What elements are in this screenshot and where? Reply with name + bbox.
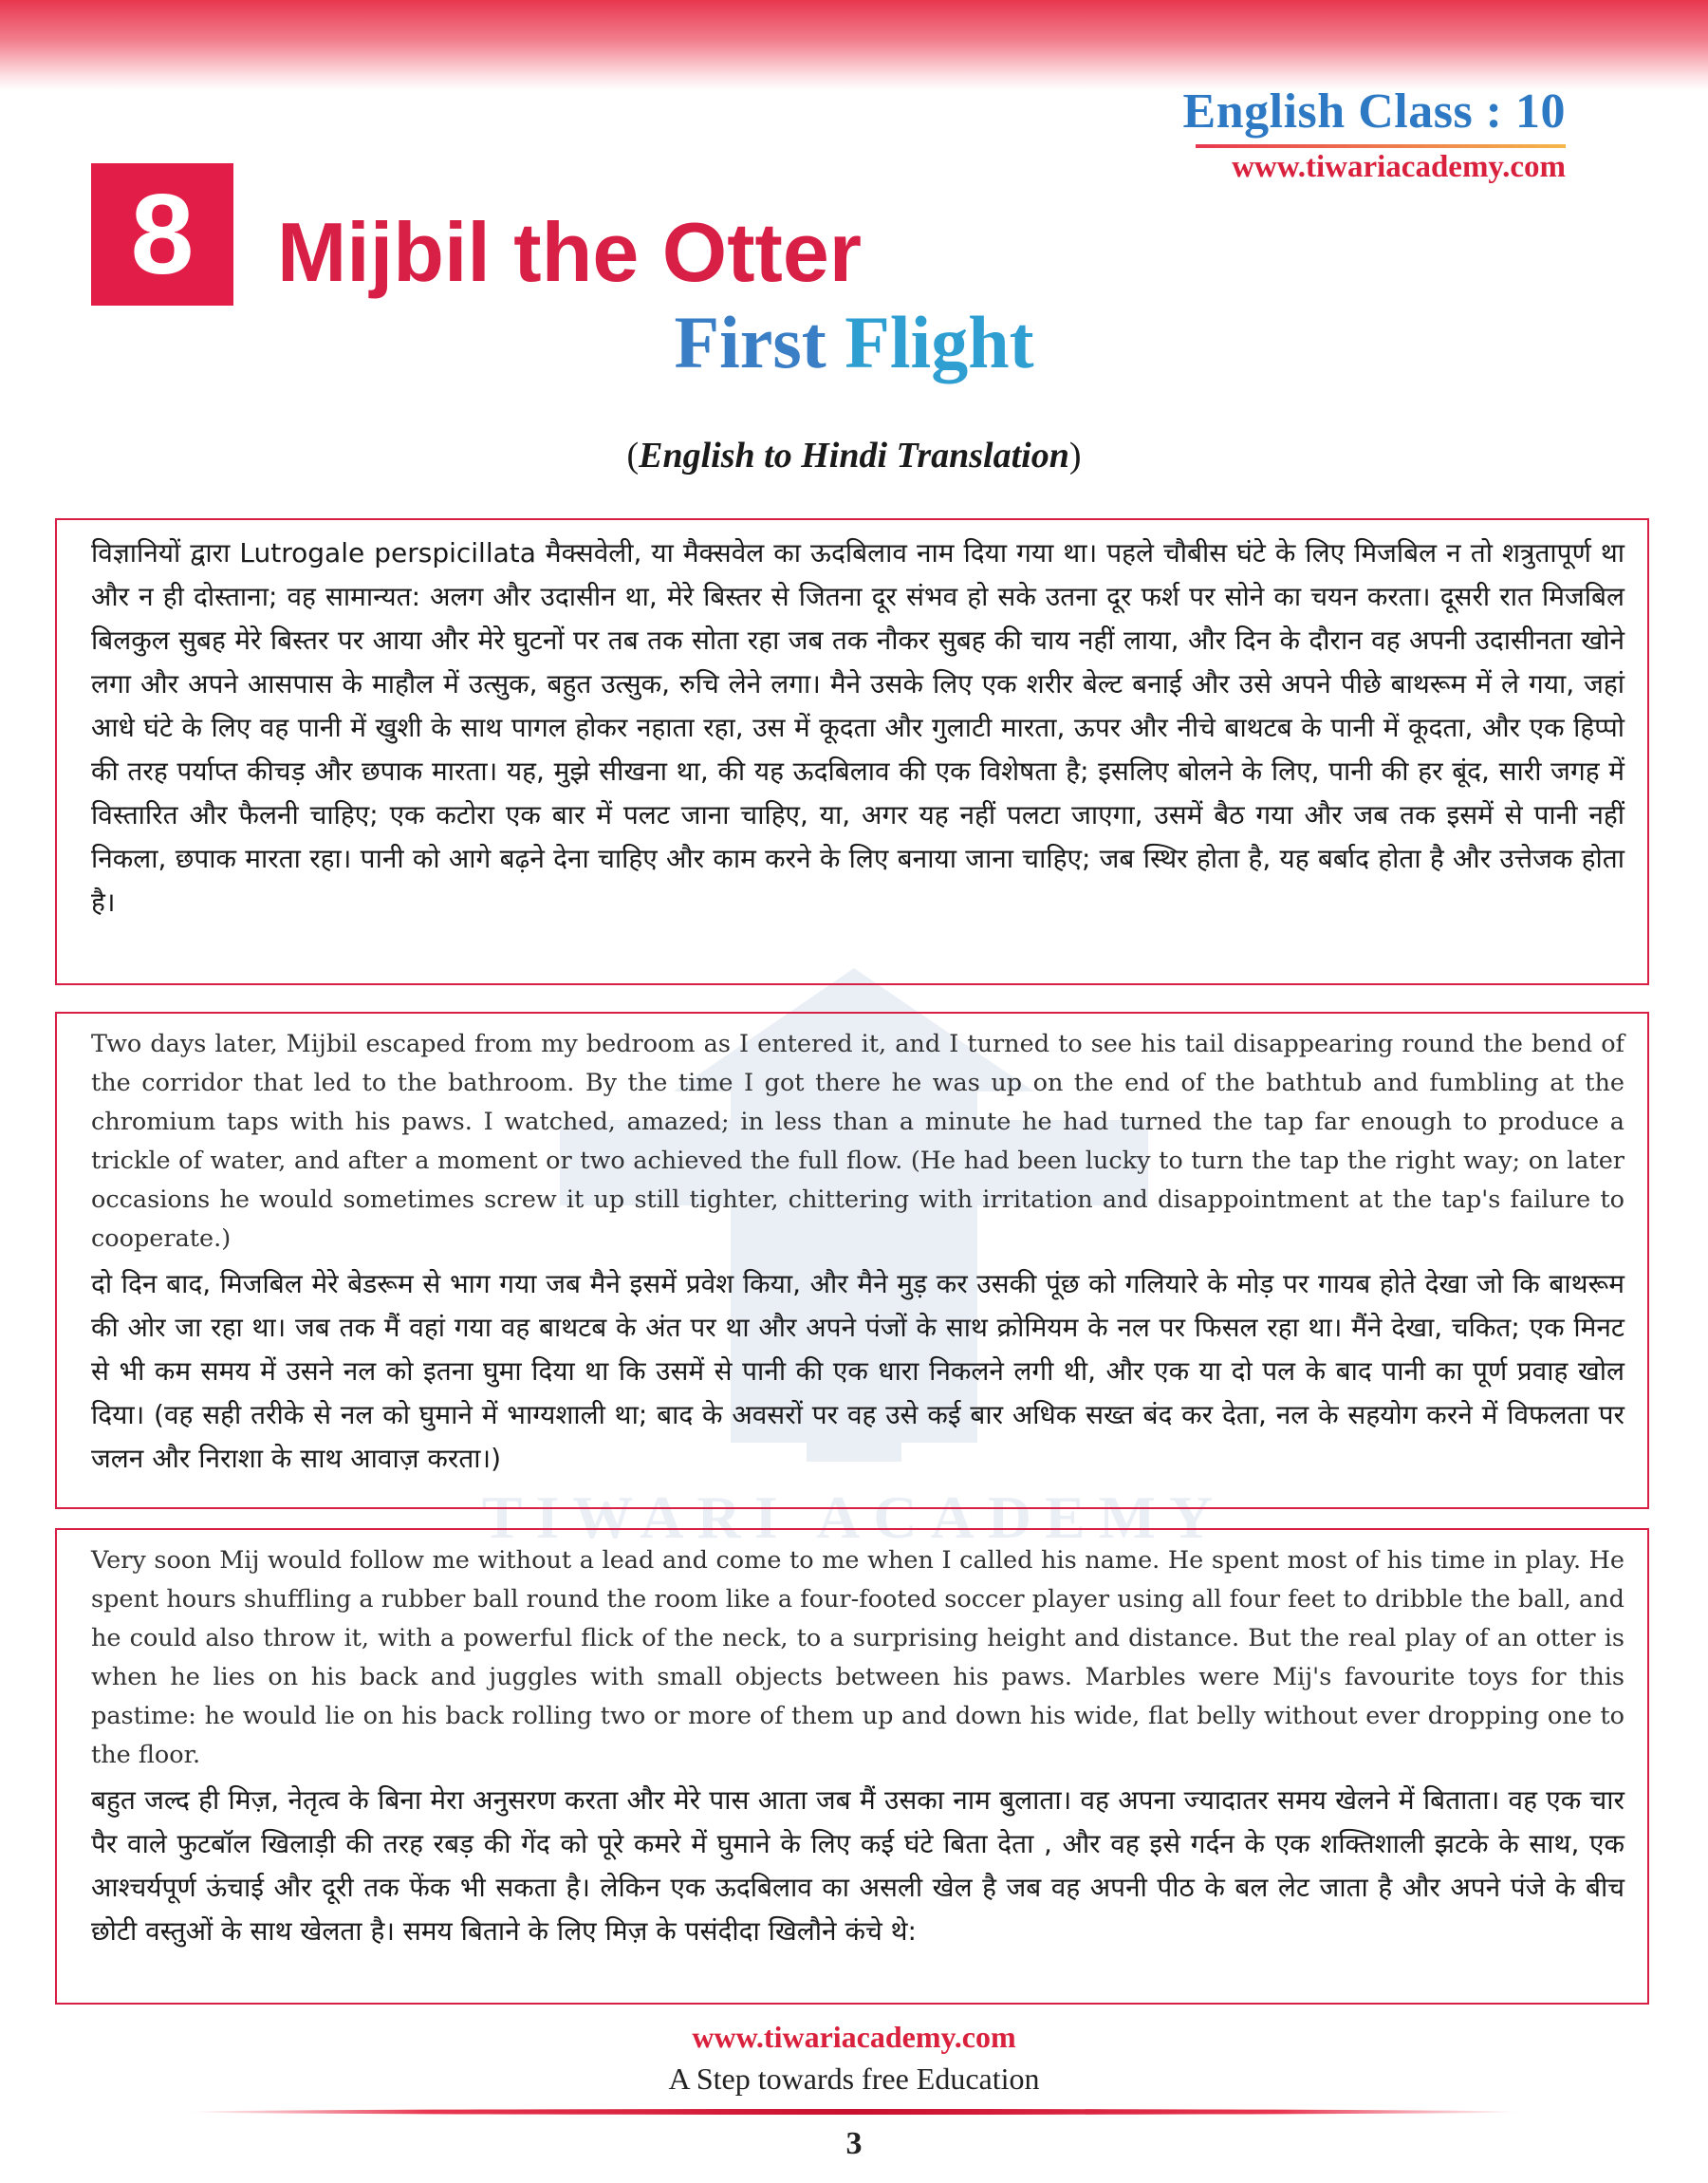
chapter-number: 8 <box>130 171 195 298</box>
translation-subtitle <box>0 435 1708 476</box>
translation-section-2 <box>55 1012 1649 1509</box>
chapter-title: Mijbil the Otter <box>277 205 862 299</box>
class-label: English Class : 10 <box>1182 84 1566 139</box>
footer-website-link[interactable]: www.tiwariacademy.com <box>692 2020 1016 2054</box>
top-banner <box>0 0 1708 90</box>
hindi-paragraph: विज्ञानियों द्वारा Lutrogale perspicillata मैक्सवेली, या मैक्सवेल का ऊदबिलाव नाम दिया गया था। पहले चौबीस घंटे के लिए मिजबिल न तो शत्रुतापूर्ण था और न ही दोस्ताना; वह सामान्यत: अलग और उदासीन था, मेरे बिस्तर से जितना दूर संभव हो सके उतना दूर फर्श पर सोने का चयन करता। दूसरी रात मिजबिल बिलकुल सुबह मेरे बिस्तर पर आया और मेरे घुटनों पर तब तक सोता रहा जब तक नौकर सुबह की चाय नहीं लाया, और दिन के दौरान वह अपनी उदासीनता खोने लगा और अपने आसपास के माहौल में उत्सुक, बहुत उत्सुक, रुचि लेने लगा। मैने उसके लिए एक शरीर बेल्ट बनाई और उसे अपने पीछे बाथरूम में ले गया, जहां आधे घंटे के लिए वह पानी में खुशी के साथ पागल होकर नहाता रहा, उस में कूदता और गुलाटी मारता, ऊपर और नीचे बाथटब के पानी में कूदता, और एक हिप्पो की तरह पर्याप्त कीचड़ और छपाक मारता। यह, मुझे सीखना था, की यह ऊदबिलाव की एक विशेषता है; इसलिए बोलने के लिए, पानी की हर बूंद, सारी जगह में विस्तारित और फैलनी चाहिए; एक कटोरा एक बार में पलट जाना चाहिए, या, अगर यह नहीं पलटा जाएगा, उसमें बैठ गया और जब तक इसमें से पानी नहीं निकला, छपाक मारता रहा। पानी को आगे बढ़ने देना चाहिए और काम करने के लिए बनाया जाना चाहिए; जब स्थिर होता है, यह बर्बाद होता है और उत्तेजक होता है। <box>91 537 1624 918</box>
translation-section-3 <box>55 1528 1649 2005</box>
footer-tagline: A Step towards free Education <box>668 2062 1040 2096</box>
chapter-number-badge <box>91 163 233 306</box>
header-website-link[interactable]: www.tiwariacademy.com <box>1232 150 1566 184</box>
hindi-paragraph: दो दिन बाद, मिजबिल मेरे बेडरूम से भाग गया जब मैने इसमें प्रवेश किया, और मैने मुड़ कर उसकी पूंछ को गलियारे के मोड़ पर गायब होते देखा जो कि बाथरूम की ओर जा रहा था। जब तक मैं वहां गया वह बाथटब के अंत पर था और अपने पंजों के साथ क्रोमियम के नल पर फिसल रहा था। मैंने देखा, चकित; एक मिनट से भी कम समय में उसने नल को इतना घुमा दिया था कि उसमें से पानी की एक धारा निकलने लगी थी, और एक या दो पल के बाद पानी का पूर्ण प्रवाह खोल दिया। (वह सही तरीके से नल को घुमाने में भाग्यशाली था; बाद के अवसरों पर वह उसे कई बार अधिक सख्त बंद कर देता, नल के सहयोग करने में विफलता पर जलन और निराशा के साथ आवाज़ करता।) <box>91 1268 1624 1474</box>
english-paragraph: Two days later, Mijbil escaped from my bedroom as I entered it, and I turned to see his tail disappearing round the bend of the corridor that led to the bathroom. By the time I got there he was up on the end of the bathtub and fumbling at the chromium taps with his paws. I watched, amazed; in less than a minute he had turned the tap far enough to produce a trickle of water, and after a moment or two achieved the full flow. (He had been lucky to turn the tap the right way; on later occasions he would sometimes screw it up still tighter, chittering with irritation and disappointment at the tap's failure to cooperate.) <box>91 1030 1624 1253</box>
english-paragraph: Very soon Mij would follow me without a lead and come to me when I called his name. He spent most of his time in play. He spent hours shuffling a rubber ball round the room like a four-footed soccer player using all four feet to dribble the ball, and he could also throw it, with a powerful flick of the neck, to a surprising height and distance. But the real play of an otter is when he lies on his back and juggles with small objects between his paws. Marbles were Mij's favourite toys for this pastime: he would lie on his back rolling two or more of them up and down his wide, flat belly without ever dropping one to the floor. <box>91 1546 1624 1769</box>
class-underline <box>1196 144 1566 148</box>
translation-section-1 <box>55 518 1649 985</box>
page-number: 3 <box>845 2126 863 2161</box>
watermark-text: TIWARI ACADEMY <box>481 1483 1227 1551</box>
subtitle-text: English to Hindi Translation <box>639 436 1069 476</box>
hindi-paragraph: बहुत जल्द ही मिज़, नेतृत्व के बिना मेरा अनुसरण करता और मेरे पास आता जब मैं उसका नाम बुलाता। वह अपना ज्यादातर समय खेलने में बिताता। वह एक चार पैर वाले फुटबॉल खिलाड़ी की तरह रबड़ की गेंद को पूरे कमरे में घुमाने के लिए कई घंटे बिता देता , और वह इसे गर्दन के एक शक्तिशाली झटके के साथ, एक आश्चर्यपूर्ण ऊंचाई और दूरी तक फेंक भी सकता है। लेकिन एक ऊदबिलाव का असली खेल है जब वह अपनी पीठ के बल लेट जाता है और अपने पंजे के बीच छोटी वस्तुओं के साथ खेलता है। समय बिताने के लिए मिज़ के पसंदीदा खिलौने कंचे थे: <box>91 1784 1624 1947</box>
book-title <box>0 301 1708 383</box>
book-title-second: Flight <box>845 301 1034 383</box>
book-title-first: First <box>674 301 826 383</box>
footer-divider <box>190 2109 1518 2115</box>
subtitle-open-paren: ( <box>626 436 640 476</box>
subtitle-close-paren: ) <box>1068 436 1082 476</box>
